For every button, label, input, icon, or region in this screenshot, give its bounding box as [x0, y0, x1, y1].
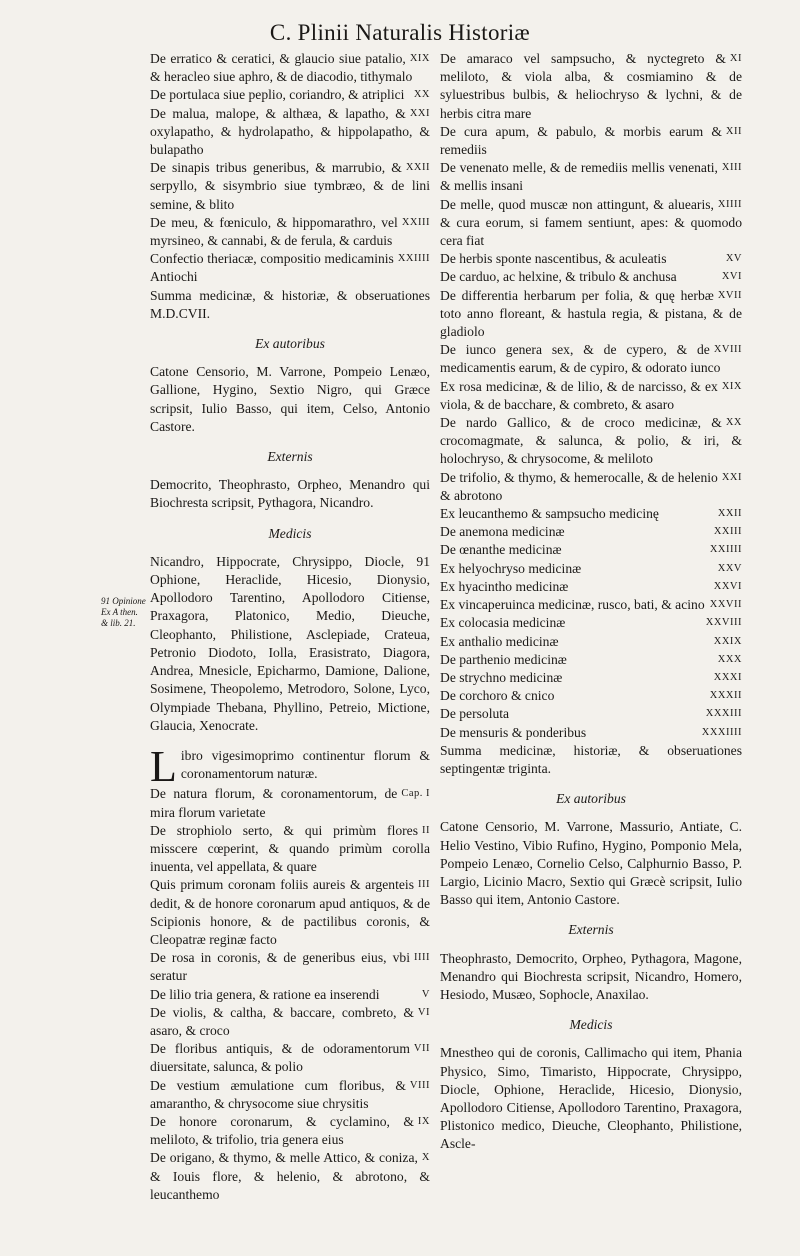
- entry-text: De rosa in coronis, & de generibus eius, vbi seratur: [150, 950, 410, 984]
- toc-entry: [440, 596, 742, 614]
- chapter-number: X: [421, 1152, 430, 1164]
- entry-text: De melle, quod muscæ non attingunt, & aluearis, & cura eorum, si famem sentiunt, apes: & quomodo cera fiat: [440, 196, 742, 249]
- chapter-number: XX: [413, 89, 430, 101]
- toc-entry: [440, 50, 742, 123]
- chapter-number: XXIII: [401, 216, 430, 228]
- toc-entry: [440, 651, 742, 669]
- left-column: [150, 50, 430, 1204]
- chapter-number: XI: [729, 53, 742, 64]
- margin-note: 91 Opinione Ex A then. & lib. 21.: [101, 596, 146, 628]
- externis-list: Theophrasto, Democrito, Orpheo, Pythagora, Magone, Menandro qui Biochresta scripsit, Nicandro, Homero, Hesiodo, Musæo, Sophocle, Anaxilao.: [440, 950, 742, 1002]
- running-head: C. Plinii Naturalis Historiæ: [269, 20, 531, 45]
- toc-entry: [440, 742, 742, 778]
- toc-entry: [150, 50, 430, 86]
- left-entries-top: [150, 50, 430, 323]
- drop-cap: L: [150, 741, 177, 791]
- chapter-number: XVIII: [713, 344, 742, 356]
- chapter-number: XXIIII: [709, 544, 742, 556]
- chapter-number: XIX: [409, 53, 430, 64]
- chapter-number: VII: [413, 1043, 430, 1055]
- entry-text: Ex rosa medicinæ, & de lilio, & de narcisso, & ex viola, & de bacchare, & combreto, & asaro: [440, 378, 718, 412]
- chapter-number: XV: [725, 253, 742, 265]
- chapter-number: XXIIII: [397, 253, 430, 265]
- entry-text: De carduo, ac helxine, & tribulo & anchusa: [440, 269, 677, 285]
- entry-text: De sinapis tribus generibus, & marrubio, & serpyllo, & sisymbrio siue tymbræo, & de lini semine, & blito: [150, 160, 430, 212]
- entry-text: De œnanthe medicinæ: [440, 542, 562, 558]
- entry-text: Ex anthalio medicinæ: [440, 633, 559, 649]
- section-heading-medicis: Medicis: [569, 1017, 613, 1033]
- section-heading-medicis: Medicis: [268, 525, 312, 541]
- toc-entry: [440, 633, 742, 651]
- chapter-number: XXVI: [713, 580, 742, 592]
- chapter-number: IIII: [414, 952, 430, 964]
- chapter-number: XXV: [717, 562, 742, 574]
- entry-text: Summa medicinæ, & historiæ, & obseruationes M.D.CVII.: [150, 287, 430, 321]
- entry-text: Summa medicinæ, historiæ, & obseruationes septingentæ triginta.: [440, 742, 742, 776]
- toc-entry: [150, 986, 430, 1004]
- chapter-number: XXVII: [709, 599, 742, 611]
- chapter-number: XIIII: [717, 198, 742, 210]
- right-entries: [440, 50, 742, 778]
- chapter-number: Cap. I: [401, 788, 430, 800]
- entry-text: Confectio theriacæ, compositio medicaminis Antiochi: [150, 251, 394, 285]
- entry-text: Quis primum coronam foliis aureis & argenteis dedit, & de honore coronarum apud antiquos, & de Scipionis honore, & de pactilibus coronis, & Cleopatræ reginæ facto: [150, 877, 430, 947]
- toc-entry: [440, 341, 742, 377]
- entry-text: De violis, & caltha, & baccare, combreto, & asaro, & croco: [150, 1004, 414, 1038]
- right-column: [440, 50, 742, 1156]
- chapter-number: XII: [725, 125, 742, 137]
- chapter-number: XIX: [721, 380, 742, 392]
- entry-text: De differentia herbarum per folia, & quę herbæ toto anno floreant, & hastula regia, & pistana, & de gladiolo: [440, 287, 742, 340]
- toc-entry: [440, 614, 742, 632]
- entry-text: De herbis sponte nascentibus, & aculeatis: [440, 251, 667, 267]
- toc-entry: [440, 560, 742, 578]
- entry-text: De origano, & thymo, & melle Attico, & coniza, & Iouis flore, & helenio, & abrotono, & leucanthemo: [150, 1150, 430, 1202]
- toc-entry: [150, 86, 430, 104]
- entry-text: De iunco genera sex, & de cypero, & de medicamentis earum, & de cypiro, & odorato iunco: [440, 342, 721, 376]
- chapter-number: XXII: [405, 162, 430, 174]
- toc-entry: [440, 541, 742, 559]
- toc-entry: [150, 287, 430, 323]
- toc-entry: [440, 687, 742, 705]
- section-heading-autoribus: Ex autoribus: [255, 336, 325, 352]
- toc-entry: [150, 949, 430, 985]
- entry-text: Ex leucanthemo & sampsucho medicinę: [440, 506, 659, 522]
- entry-text: Ex vincaperuinca medicinæ, rusco, bati, & acino: [440, 597, 705, 613]
- chapter-number: XXII: [717, 508, 742, 520]
- entry-text: De honore coronarum, & cyclamino, & meliloto, & trifolio, tria genera eius: [150, 1113, 414, 1148]
- entry-text: De lilio tria genera, & ratione ea inserendi: [150, 986, 380, 1002]
- chapter-number: II: [422, 824, 430, 836]
- entry-text: Ex hyacintho medicinæ: [440, 578, 569, 594]
- toc-entry: [440, 123, 742, 159]
- toc-entry: [440, 523, 742, 541]
- chapter-number: XXXIII: [705, 708, 742, 720]
- toc-entry: [440, 250, 742, 268]
- entry-text: De natura florum, & coronamentorum, de mira florum varietate: [150, 786, 398, 820]
- entry-text: De corchoro & cnico: [440, 688, 555, 704]
- medicis-list: Mnestheo qui de coronis, Callimacho qui item, Phania Physico, Simo, Timaristo, Hippocrate, Chrysippo, Diocle, Ophione, Heraclide, Hicesio, Dionysio, Apollodoro Citiense, Apollodoro Tarentino, Praxagora, Plistonico medico, Dieuche, Cleophanto, Philistione, Ascle-: [440, 1045, 742, 1152]
- chapter-number: XXXI: [713, 671, 742, 683]
- entry-text: De portulaca siue peplio, coriandro, & atriplici: [150, 87, 405, 103]
- left-entries-bottom: [150, 785, 430, 1204]
- toc-entry: [440, 578, 742, 596]
- chapter-number: III: [418, 879, 430, 891]
- toc-entry: [150, 822, 430, 877]
- chapter-number: VI: [417, 1006, 430, 1018]
- entry-text: De trifolio, & thymo, & hemerocalle, & de helenio & abrotono: [440, 469, 718, 503]
- externis-list: Democrito, Theophrasto, Orpheo, Menandro qui Biochresta scripsit, Pythagora, Nicandro.: [150, 477, 430, 511]
- toc-entry: [150, 1004, 430, 1040]
- chapter-number: XXVIII: [705, 617, 742, 629]
- chapter-number: XVII: [717, 289, 742, 301]
- toc-entry: [150, 1113, 430, 1149]
- toc-entry: [150, 105, 430, 160]
- toc-entry: [440, 378, 742, 414]
- chapter-number: XXX: [717, 653, 742, 665]
- entry-text: De cura apum, & pabulo, & morbis earum & remediis: [440, 123, 722, 158]
- entry-text: Ex colocasia medicinæ: [440, 615, 566, 631]
- medicis-list: Nicandro, Hippocrate, Chrysippo, Diocle, 91 Ophione, Heraclide, Hicesio, Dionysio, Apollodoro Tarentino, Apollodoro Citiense, Praxagora, Platonico, Medio, Dieuche, Cleophanto, Philistione, Asclepiade, Crateua, Petronio Diodoto, Iolla, Erasistrato, Diagora, Andrea, Mnesicle, Epicharmo, Damione, Dalione, Sosimene, Theopolemo, Metrodoro, Solone, Lyco, Olympiade Thebana, Phyllino, Petreio, Mictione, Glaucia, Xenocrate.: [150, 553, 430, 733]
- chapter-number: XXI: [721, 471, 742, 483]
- entry-text: De meu, & fœniculo, & hippomarathro, vel myrsineo, & cannabi, & de ferula, & carduis: [150, 214, 398, 249]
- toc-entry: [150, 214, 430, 250]
- entry-text: De persoluta: [440, 706, 510, 722]
- toc-entry: [440, 159, 742, 195]
- toc-entry: [440, 196, 742, 251]
- entry-text: Ex helyochryso medicinæ: [440, 560, 582, 576]
- toc-entry: [440, 287, 742, 342]
- chapter-number: V: [421, 988, 430, 1000]
- entry-text: De floribus antiquis, & de odoramentorum diuersitate, salunca, & polio: [150, 1041, 410, 1075]
- entry-text: De anemona medicinæ: [440, 524, 565, 540]
- book-intro: [150, 741, 430, 791]
- entry-text: De strophiolo serto, & qui primùm flores misscere cœperint, & quando primùm corolla inuenta, vel appellata, & quare: [150, 822, 430, 875]
- entry-text: De strychno medicinæ: [440, 669, 563, 685]
- chapter-number: XXIII: [713, 526, 742, 538]
- chapter-number: XXXIIII: [701, 726, 742, 738]
- toc-entry: [150, 1149, 430, 1204]
- section-heading-externis: Externis: [568, 922, 614, 938]
- entry-text: De parthenio medicinæ: [440, 651, 567, 667]
- entry-text: De amaraco vel sampsucho, & nyctegreto & meliloto, & viola alba, & cosmiamino & de syluestribus bulbis, & heliochryso & lychni, & de herbis citra mare: [440, 51, 742, 121]
- toc-entry: [150, 159, 430, 214]
- chapter-number: IX: [417, 1115, 430, 1127]
- toc-entry: [150, 876, 430, 949]
- authors-list: Catone Censorio, M. Varrone, Pompeio Lenæo, Gallione, Hygino, Sextio Nigro, qui Græce scripsit, Iulio Basso, qui item, Celso, Antonio Castore.: [150, 364, 430, 434]
- entry-text: De nardo Gallico, & de croco medicinæ, & crocomagmate, & salunca, & polio, & iri, & holochryso, & chrysocome, & meliloto: [440, 415, 742, 467]
- book-intro-text: ibro vigesimoprimo continentur florum & coronamentorum naturæ.: [180, 747, 430, 782]
- toc-entry: [440, 469, 742, 505]
- entry-text: De venenato melle, & de remediis mellis venenati, & mellis insani: [440, 160, 718, 194]
- toc-entry: [150, 1077, 430, 1113]
- entry-text: De vestium æmulatione cum floribus, & amarantho, & chrysocome siue chrysitis: [150, 1077, 406, 1111]
- chapter-number: XXXII: [709, 690, 742, 702]
- toc-entry: [150, 250, 430, 286]
- toc-entry: [440, 268, 742, 286]
- toc-entry: [440, 505, 742, 523]
- toc-entry: [440, 414, 742, 469]
- chapter-number: XIII: [721, 162, 742, 174]
- chapter-number: XX: [725, 417, 742, 429]
- entry-text: De erratico & ceratici, & glaucio siue patalio, & heracleo siue aphro, & de diacodio, tithymalo: [150, 51, 413, 85]
- section-heading-externis: Externis: [267, 449, 313, 465]
- toc-entry: [440, 669, 742, 687]
- chapter-number: XXI: [409, 107, 430, 119]
- section-heading-autoribus: Ex autoribus: [556, 791, 626, 807]
- toc-entry: [150, 785, 430, 821]
- toc-entry: [440, 724, 742, 742]
- entry-text: De malua, malope, & althæa, & lapatho, & oxylapatho, & hydrolapatho, & hippolapatho, & bulapatho: [150, 105, 430, 158]
- chapter-number: VIII: [409, 1079, 430, 1091]
- entry-text: De mensuris & ponderibus: [440, 724, 587, 740]
- toc-entry: [440, 705, 742, 723]
- toc-entry: [150, 1040, 430, 1076]
- chapter-number: XXIX: [713, 635, 742, 647]
- authors-list: Catone Censorio, M. Varrone, Massurio, Antiate, C. Helio Vestino, Vibio Rufino, Hygino, Pomponio Mela, Pompeio Lenæo, Cornelio Celso, Calphurnio Basso, P. Largio, Licinio Macro, Sextio qui Græcè scripsit, Iulio Basso qui item, Antonio Castore.: [440, 819, 742, 908]
- chapter-number: XVI: [721, 271, 742, 283]
